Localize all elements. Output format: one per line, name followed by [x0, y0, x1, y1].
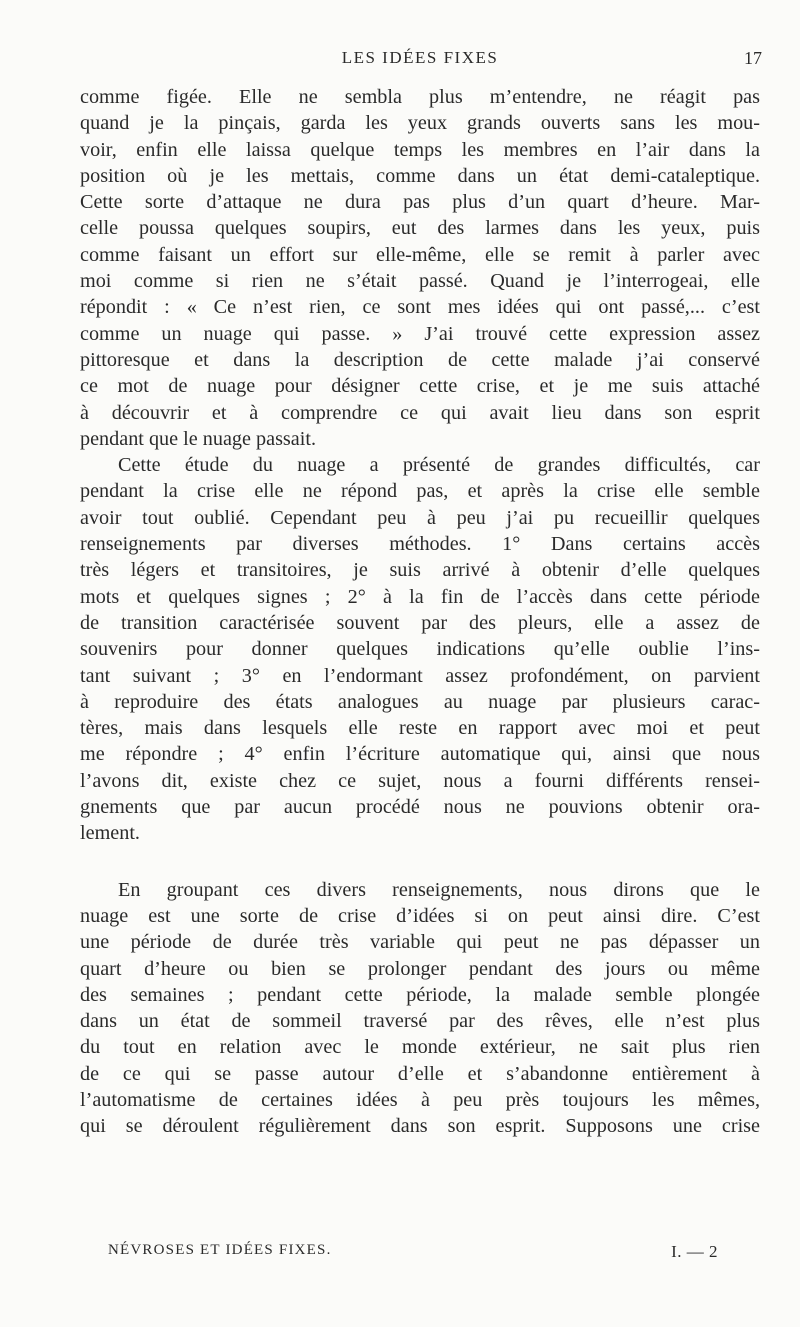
text-line: tères, mais dans lesquels elle reste en rapport avec moi et peut	[80, 717, 760, 740]
text-line: avoir tout oublié. Cependant peu à peu j’ai pu recueillir quelques	[80, 506, 760, 529]
text-line: ce mot de nuage pour désigner cette crise, et je me suis attaché	[80, 375, 760, 398]
text-line: voir, enfin elle laissa quelque temps les membres en l’air dans la	[80, 138, 760, 161]
text-line: quand je la pinçais, garda les yeux grands ouverts sans les mou-	[80, 112, 760, 135]
text-line: Cette étude du nuage a présenté de grandes difficultés, car	[118, 454, 760, 477]
paragraph	[80, 452, 760, 846]
text-line: l’avons dit, existe chez ce sujet, nous a fourni différents rensei-	[80, 769, 760, 792]
page-number: 17	[744, 48, 762, 68]
text-line: mots et quelques signes ; 2° à la fin de l’accès dans cette période	[80, 585, 760, 608]
text-line: nuage est une sorte de crise d’idées si on peut ainsi dire. C’est	[80, 904, 760, 927]
paragraph	[80, 877, 760, 1140]
signature-title: NÉVROSES ET IDÉES FIXES.	[108, 1242, 332, 1258]
body-text	[80, 84, 760, 1140]
text-line: me répondre ; 4° enfin l’écriture automatique qui, ainsi que nous	[80, 743, 760, 766]
text-line: celle poussa quelques soupirs, eut des larmes dans les yeux, puis	[80, 217, 760, 240]
text-line: des semaines ; pendant cette période, la malade semble plongée	[80, 983, 760, 1006]
text-line: pittoresque et dans la description de cette malade j’ai conservé	[80, 348, 760, 371]
paragraph-gap	[80, 847, 760, 877]
text-line: comme figée. Elle ne sembla plus m’entendre, ne réagit pas	[80, 86, 760, 108]
running-title: LES IDÉES FIXES	[341, 48, 499, 67]
signature-mark: I. — 2	[671, 1242, 718, 1261]
text-line: tant suivant ; 3° en l’endormant assez profondément, on parvient	[80, 664, 760, 687]
text-line: comme un nuage qui passe. » J’ai trouvé cette expression assez	[80, 322, 760, 345]
running-head	[70, 48, 770, 72]
text-line: gnements que par aucun procédé nous ne pouvions obtenir ora-	[80, 796, 760, 819]
text-line: à reproduire des états analogues au nuage par plusieurs carac-	[80, 690, 760, 713]
text-line: quart d’heure ou bien se prolonger pendant des jours ou même	[80, 957, 760, 980]
text-line: une période de durée très variable qui peut ne pas dépasser un	[80, 931, 760, 954]
signature-footer	[108, 1242, 718, 1266]
text-line: de transition caractérisée souvent par des pleurs, elle a assez de	[80, 611, 760, 634]
text-line: répondit : « Ce n’est rien, ce sont mes idées qui ont passé,... c’est	[80, 296, 760, 319]
text-line: position où je les mettais, comme dans un état demi-cataleptique.	[80, 164, 760, 187]
text-line: du tout en relation avec le monde extérieur, ne sait plus rien	[80, 1036, 760, 1059]
text-line: très légers et transitoires, je suis arrivé à obtenir d’elle quelques	[80, 559, 760, 582]
text-line: de ce qui se passe autour d’elle et s’abandonne entièrement à	[80, 1062, 760, 1085]
text-line: à découvrir et à comprendre ce qui avait lieu dans son esprit	[80, 401, 760, 424]
text-line: Cette sorte d’attaque ne dura pas plus d’un quart d’heure. Mar-	[80, 191, 760, 214]
text-line: moi comme si rien ne s’était passé. Quand je l’interrogeai, elle	[80, 270, 760, 293]
text-line: En groupant ces divers renseignements, nous dirons que le	[118, 878, 760, 901]
text-line: renseignements par diverses méthodes. 1° Dans certains accès	[80, 533, 760, 556]
text-line: pendant la crise elle ne répond pas, et après la crise elle semble	[80, 480, 760, 503]
text-line: comme faisant un effort sur elle-même, elle se remit à parler avec	[80, 243, 760, 266]
text-line: pendant que le nuage passait.	[80, 427, 317, 450]
text-line: l’automatisme de certaines idées à peu près toujours les mêmes,	[80, 1088, 760, 1111]
paragraph	[80, 84, 760, 452]
text-line: lement.	[80, 822, 140, 845]
text-line: souvenirs pour donner quelques indications qu’elle oublie l’ins-	[80, 638, 760, 661]
text-line: dans un état de sommeil traversé par des rêves, elle n’est plus	[80, 1010, 760, 1033]
text-line: qui se déroulent régulièrement dans son esprit. Supposons une crise	[80, 1115, 760, 1138]
